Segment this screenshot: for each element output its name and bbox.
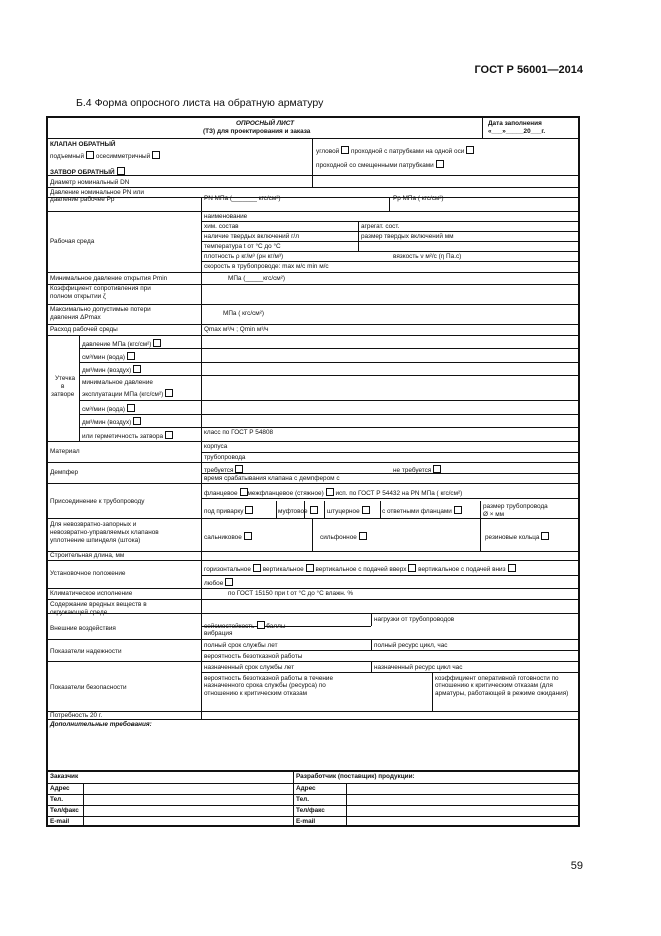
customer-label: Заказчик (50, 773, 79, 780)
climate-value[interactable]: по ГОСТ 15150 при t от °С до °С влажн. % (228, 590, 354, 597)
install-vertical-checkbox[interactable] (306, 564, 314, 572)
material-body[interactable]: корпуса (204, 443, 228, 450)
seismic-label: сейсмостойкость (204, 623, 255, 630)
seismic-checkbox[interactable] (257, 621, 265, 629)
readiness-coef[interactable]: коэффициент оперативной готовности по отношению к критическим отказам (для арматуры, работающей в режиме ожидания) (435, 675, 569, 697)
page-header: ГОСТ Р 56001—2014 (474, 64, 583, 76)
zatvor-checkbox[interactable] (117, 167, 125, 175)
conn-coupling-checkbox[interactable] (310, 506, 318, 514)
seal-label-2: невозвратно-управляемых клапанов (50, 529, 159, 536)
external-label: Внешние воздействия (50, 625, 116, 632)
seismic-units: баллы (266, 623, 286, 630)
install-label: Установочное положение (50, 570, 126, 577)
reliability-label: Показатели надежности (50, 648, 122, 655)
date-line: «___»_____20___г. (488, 128, 546, 135)
straight-label: проходной с патрубками на одной оси (350, 148, 465, 155)
leak-tightness: или герметичность затвора (82, 433, 164, 440)
cust-address: Адрес (50, 785, 70, 792)
leak-air-checkbox[interactable] (133, 365, 141, 373)
install-any: любое (204, 580, 224, 587)
flow-value[interactable]: Qmax м³/ч ; Qmin м³/ч (204, 326, 269, 333)
extra-requirements[interactable]: Дополнительные требования: (50, 721, 152, 728)
install-down-checkbox[interactable] (508, 564, 516, 572)
seal-bellows: сильфонное (320, 534, 357, 541)
dn-label: Диаметр номинальный DN (50, 179, 130, 186)
pipe-size: размер трубопровода (483, 503, 548, 510)
zatvor-title: ЗАТВОР ОБРАТНЫЙ (50, 169, 115, 176)
axisym-label: осесимметричный (95, 153, 151, 160)
pn-label-2: давление рабочее Pр (50, 196, 115, 203)
seal-rings-checkbox[interactable] (541, 532, 549, 540)
conn-flange-checkbox[interactable] (240, 488, 248, 496)
install-horizontal-checkbox[interactable] (253, 564, 261, 572)
zeta-label-2: полном открытии ζ (50, 293, 106, 300)
conn-flange: фланцевое (204, 490, 238, 497)
leak-air-2: дм³/мин (воздух) (82, 419, 132, 426)
klapan-title: КЛАПАН ОБРАТНЫЙ (50, 141, 116, 148)
medium-solids-size[interactable]: размер твердых включений мм (361, 233, 454, 240)
damper-label: Демпфер (50, 469, 79, 476)
leak-pressure: давление МПа (кгс/см²) (82, 341, 152, 348)
medium-speed[interactable]: скорость в трубопроводе: max м/с min м/с (204, 263, 329, 270)
flow-label: Расход рабочей среды (50, 326, 118, 333)
full-life[interactable]: полный срок службы лет (204, 642, 278, 649)
leak-tightness-checkbox[interactable] (165, 431, 173, 439)
leak-min-pressure-2: эксплуатации МПа (кгс/см²) (82, 391, 164, 398)
material-pipe[interactable]: трубопровода (204, 454, 246, 461)
tightness-class[interactable]: класс по ГОСТ Р 54808 (204, 429, 274, 436)
pmin-value[interactable]: МПа (_____кгс/см²) (228, 275, 285, 282)
full-resource[interactable]: полный ресурс цикл, час (374, 642, 448, 649)
leak-water: см³/мин (вода) (82, 354, 126, 361)
assigned-life[interactable]: назначенный срок службы лет (204, 664, 295, 671)
leak-pressure-checkbox[interactable] (153, 339, 161, 347)
leak-label-1: Утечка (55, 375, 76, 382)
pn-label-1: Давление номинальное PN или (50, 189, 144, 196)
form-title: ОПРОСНЫЙ ЛИСТ (236, 120, 295, 127)
damper-required: требуется (204, 467, 234, 474)
assigned-resource[interactable]: назначенный ресурс цикл час (374, 664, 463, 671)
safety-label: Показатели безопасности (50, 684, 127, 691)
leak-min-pressure-1: минимальное давление (82, 379, 153, 386)
cust-email: E-mail (50, 818, 70, 825)
axisym-checkbox[interactable] (152, 151, 160, 159)
conn-gost: исп. по ГОСТ Р 54432 на PN МПа ( кгс/см²) (335, 490, 463, 497)
date-label: Дата заполнения (488, 120, 542, 127)
pn-value[interactable]: PN МПа (_______ кгс/см²) (204, 195, 281, 202)
leak-air-2-checkbox[interactable] (133, 417, 141, 425)
seal-bellows-checkbox[interactable] (359, 532, 367, 540)
leak-water-2: см³/мин (вода) (82, 406, 126, 413)
reliability-prob[interactable]: вероятность безотказной работы (204, 653, 303, 660)
conn-mating: с ответными фланцами (382, 508, 452, 515)
dp-label-2: давления ΔPmax (50, 314, 101, 321)
connection-label: Присоединение к трубопроводу (50, 498, 145, 505)
dev-address: Адрес (296, 785, 316, 792)
vibration[interactable]: вибрация (204, 630, 233, 637)
pipe-size-value[interactable]: Ø × мм (483, 511, 505, 518)
medium-name[interactable]: наименование (204, 213, 248, 220)
seal-rings: резиновые кольца (485, 534, 540, 541)
install-up: вертикальное с подачей вверх (315, 566, 407, 573)
medium-density[interactable]: плотность ρ кг/м³ (ρн кг/м³) (204, 253, 284, 260)
damper-not-required: не требуется (393, 467, 432, 474)
dev-fax: Тел/факс (296, 807, 325, 814)
cust-tel: Тел. (50, 796, 63, 803)
offset-label: проходной со смещенными патрубками (316, 162, 434, 169)
safety-prob[interactable]: вероятность безотказной работы в течение назначенного срока службы (ресурса) по отношению к критическим отказам (204, 675, 334, 697)
conn-fitting-checkbox[interactable] (362, 506, 370, 514)
page-number: 59 (570, 860, 583, 872)
conn-weld-checkbox[interactable] (245, 506, 253, 514)
length-label: Строительная длина, мм (50, 552, 125, 559)
medium-label: Рабочая среда (50, 238, 95, 245)
form-subtitle: (ТЗ) для проектирования и заказа (203, 128, 311, 135)
medium-viscosity[interactable]: вязкость ν м²/с (η Па.с) (393, 253, 462, 260)
need-label[interactable]: Потребность 20 г. (50, 712, 103, 719)
questionnaire-form (46, 116, 580, 827)
medium-state[interactable]: агрегат. сост. (361, 223, 400, 230)
straight-checkbox[interactable] (466, 146, 474, 154)
install-down: вертикальное с подачей вниз (418, 566, 506, 573)
dp-value[interactable]: МПа ( кгс/см²) (223, 310, 264, 317)
page-title: Б.4 Форма опросного листа на обратную арматуру (76, 97, 324, 109)
climate-label: Климатическое исполнение (50, 590, 133, 597)
dev-email: E-mail (296, 818, 316, 825)
conn-wafer-checkbox[interactable] (326, 488, 334, 496)
install-horizontal: горизонтальное (204, 566, 251, 573)
lift-label: подъемный (50, 153, 85, 160)
zeta-label-1: Коэффициент сопротивления при (50, 285, 151, 292)
seal-packing-checkbox[interactable] (244, 532, 252, 540)
cust-fax: Тел/факс (50, 807, 79, 814)
leak-min-pressure-checkbox[interactable] (165, 389, 173, 397)
install-vertical: вертикальное (262, 566, 304, 573)
conn-coupling: муфтовое (278, 508, 308, 515)
leak-water-2-checkbox[interactable] (127, 404, 135, 412)
conn-weld: под приварку (204, 508, 244, 515)
harmful-label-1: Содержание вредных веществ в (50, 601, 147, 608)
conn-mating-checkbox[interactable] (454, 506, 462, 514)
developer-label: Разработчик (поставщик) продукции: (296, 773, 415, 780)
install-any-checkbox[interactable] (225, 578, 233, 586)
harmful-label-2: окружающей среде (50, 609, 108, 616)
pr-value[interactable]: Pр МПа ( кгс/см²) (393, 195, 444, 202)
seal-packing: сальниковое (204, 534, 242, 541)
conn-fitting: штуцерное (327, 508, 360, 515)
material-label: Материал (50, 448, 80, 455)
install-up-checkbox[interactable] (408, 564, 416, 572)
pmin-label: Минимальное давление открытия Pmin (50, 275, 168, 282)
medium-solids[interactable]: наличие твердых включений г/л (204, 233, 299, 240)
damper-time[interactable]: время срабатывания клапана с демпфером с (204, 475, 340, 482)
leak-label-3: затворе (51, 391, 75, 398)
angle-label: угловой (316, 148, 340, 155)
pipe-loads[interactable]: нагрузки от трубопроводов (374, 616, 455, 623)
offset-checkbox[interactable] (436, 160, 444, 168)
medium-temp[interactable]: температура t от °С до °С (204, 243, 281, 250)
angle-checkbox[interactable] (341, 146, 349, 154)
damper-not-required-checkbox[interactable] (433, 465, 441, 473)
leak-label-2: в (61, 383, 65, 390)
seal-label-3: уплотнение шпинделя (штока) (50, 537, 141, 544)
leak-water-checkbox[interactable] (127, 352, 135, 360)
dp-label-1: Максимально допустимые потери (50, 306, 151, 313)
seal-label-1: Для невозвратно-запорных и (50, 521, 137, 528)
lift-checkbox[interactable] (86, 151, 94, 159)
medium-chem[interactable]: хим. состав (204, 223, 239, 230)
leak-air: дм³/мин (воздух) (82, 367, 132, 374)
conn-wafer: межфланцевое (стяжное) (247, 490, 324, 497)
dev-tel: Тел. (296, 796, 309, 803)
damper-required-checkbox[interactable] (235, 465, 243, 473)
